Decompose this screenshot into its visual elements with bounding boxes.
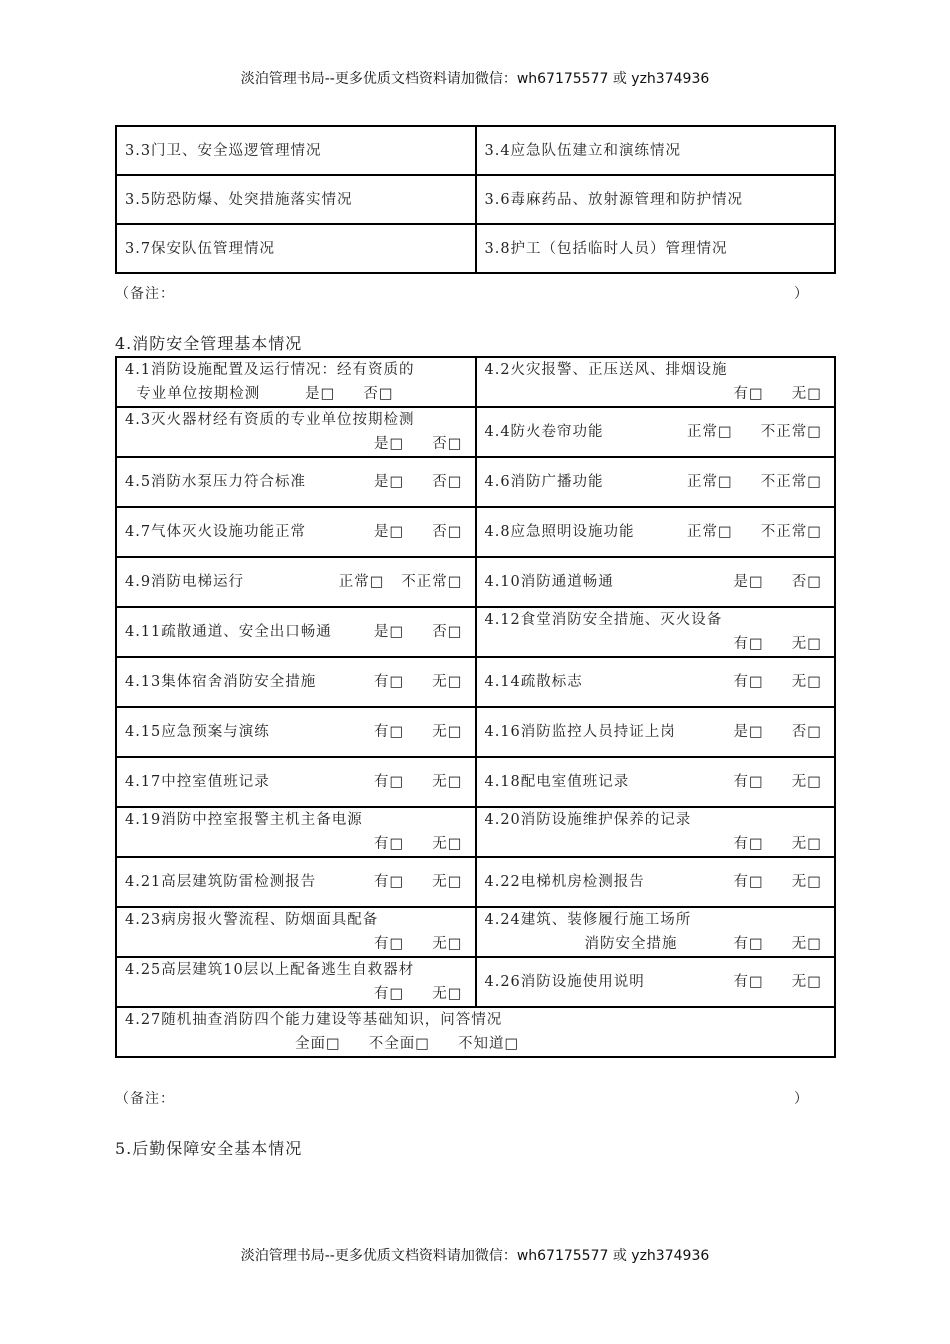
item-label: 4.3灭火器材经有资质的专业单位按期检测: [125, 412, 415, 428]
item-options: 有□ 无□: [733, 874, 822, 890]
item-options: 有□ 无□: [374, 674, 463, 690]
item-options: 是□ 否□: [374, 474, 463, 490]
note-label: （备注：: [115, 1091, 175, 1107]
section4-table: [115, 356, 836, 1058]
table-cell-4-3: [116, 407, 476, 457]
table-row: [116, 757, 835, 807]
item-label: 4.24建筑、装修履行施工场所: [484, 912, 692, 928]
table-cell-4-18: [476, 757, 836, 807]
table-row: [116, 957, 835, 1007]
table-cell: 3.8护工（包括临时人员）管理情况: [476, 224, 836, 273]
note-close: ）: [794, 1091, 809, 1107]
item-label: 4.23病房报火警流程、防烟面具配备: [125, 912, 379, 928]
item-label: 4.4防火卷帘功能: [484, 424, 604, 440]
table-cell: 3.3门卫、安全巡逻管理情况: [116, 126, 476, 175]
item-label: 4.26消防设施使用说明: [484, 974, 645, 990]
table-row: [116, 857, 835, 907]
table-row: [116, 126, 835, 175]
item-options: 有□ 无□: [733, 774, 822, 790]
item-label: 4.17中控室值班记录: [125, 774, 270, 790]
table-cell-4-25: [116, 957, 476, 1007]
table-cell-4-21: [116, 857, 476, 907]
item-options: 有□ 无□: [733, 386, 822, 402]
table-cell: 3.5防恐防爆、处突措施落实情况: [116, 175, 476, 224]
table-row: [116, 807, 835, 857]
item-label: 4.20消防设施维护保养的记录: [484, 812, 692, 828]
item-options: 是□ 否□: [374, 524, 463, 540]
table-cell-4-5: [116, 457, 476, 507]
table-cell-4-27: [116, 1007, 835, 1057]
table-cell-4-17: [116, 757, 476, 807]
table-cell-4-4: [476, 407, 836, 457]
table-cell-4-6: [476, 457, 836, 507]
item-options: 是□ 否□: [733, 574, 822, 590]
table-row: [116, 607, 835, 657]
section5-title: 5.后勤保障安全基本情况: [115, 1139, 303, 1158]
item-options: 有□ 无□: [374, 836, 463, 852]
item-label: 4.25高层建筑10层以上配备逃生自救器材: [125, 962, 415, 978]
item-label: 4.11疏散通道、安全出口畅通: [125, 624, 332, 640]
item-options: 有□ 无□: [733, 974, 822, 990]
table-row: [116, 707, 835, 757]
table-cell-4-11: [116, 607, 476, 657]
item-options: 有□ 无□: [374, 774, 463, 790]
item-label: 4.5消防水泵压力符合标准: [125, 474, 307, 490]
item-label: 4.18配电室值班记录: [484, 774, 630, 790]
table-row: [116, 557, 835, 607]
note-label: （备注：: [115, 286, 175, 302]
item-options: 消防安全措施 有□ 无□: [567, 936, 822, 952]
item-label: 4.1消防设施配置及运行情况：经有资质的: [125, 362, 415, 378]
item-label: 4.13集体宿舍消防安全措施: [125, 674, 317, 690]
item-options: 是□ 否□: [374, 436, 463, 452]
item-label: 4.12食堂消防安全措施、灭火设备: [484, 612, 723, 628]
table-cell-4-26: [476, 957, 836, 1007]
table-row: [116, 407, 835, 457]
item-label: 4.16消防监控人员持证上岗: [484, 724, 676, 740]
table-cell-4-2: [476, 357, 836, 407]
table-row: [116, 907, 835, 957]
table-row: [116, 457, 835, 507]
section4-note: [115, 1088, 815, 1108]
table-cell-4-8: [476, 507, 836, 557]
note-close: ）: [794, 286, 809, 302]
page-footer: 淡泊管理书局--更多优质文档资料请加微信：wh67175577 或 yzh374936: [240, 1248, 710, 1264]
item-label: 4.2火灾报警、正压送风、排烟设施: [484, 362, 728, 378]
item-label: 4.10消防通道畅通: [484, 574, 614, 590]
item-options: 是□ 否□: [374, 624, 463, 640]
item-options: 有□ 无□: [733, 674, 822, 690]
table-cell-4-7: [116, 507, 476, 557]
item-options: 正常□ 不正常□: [687, 424, 822, 440]
table-row: [116, 1007, 835, 1057]
table-cell-4-12: [476, 607, 836, 657]
section3-table: [115, 125, 836, 274]
item-options: 是□ 否□: [733, 724, 822, 740]
table-cell-4-9: [116, 557, 476, 607]
item-label: 4.9消防电梯运行: [125, 574, 245, 590]
table-cell-4-22: [476, 857, 836, 907]
table-cell-4-16: [476, 707, 836, 757]
table-cell-4-1: [116, 357, 476, 407]
table-cell: 3.7保安队伍管理情况: [116, 224, 476, 273]
item-label: 4.22电梯机房检测报告: [484, 874, 645, 890]
item-label: 4.7气体灭火设施功能正常: [125, 524, 307, 540]
item-options: 全面□ 不全面□ 不知道□: [295, 1036, 520, 1052]
item-label: 4.14疏散标志: [484, 674, 583, 690]
item-options: 正常□ 不正常□: [338, 574, 463, 590]
table-row: [116, 357, 835, 407]
item-label: 4.27随机抽查消防四个能力建设等基础知识，问答情况: [125, 1012, 503, 1028]
table-cell-4-19: [116, 807, 476, 857]
item-options: 正常□ 不正常□: [687, 524, 822, 540]
table-row: [116, 507, 835, 557]
table-row: [116, 657, 835, 707]
item-options: 专业单位按期检测 是□ 否□: [125, 386, 394, 402]
section3-note: [115, 283, 815, 303]
table-row: [116, 175, 835, 224]
item-options: 有□ 无□: [374, 986, 463, 1002]
item-label: 4.8应急照明设施功能: [484, 524, 635, 540]
item-options: 正常□ 不正常□: [687, 474, 822, 490]
table-cell-4-13: [116, 657, 476, 707]
item-options: 有□ 无□: [374, 724, 463, 740]
table-cell-4-23: [116, 907, 476, 957]
page-header: 淡泊管理书局--更多优质文档资料请加微信：wh67175577 或 yzh374936: [240, 71, 710, 87]
item-label: 4.19消防中控室报警主机主备电源: [125, 812, 363, 828]
table-cell-4-24: [476, 907, 836, 957]
table-cell-4-15: [116, 707, 476, 757]
item-options: 有□ 无□: [733, 636, 822, 652]
table-cell: 3.6毒麻药品、放射源管理和防护情况: [476, 175, 836, 224]
item-label: 4.21高层建筑防雷检测报告: [125, 874, 317, 890]
table-cell-4-20: [476, 807, 836, 857]
table-cell: 3.4应急队伍建立和演练情况: [476, 126, 836, 175]
item-options: 有□ 无□: [733, 836, 822, 852]
item-options: 有□ 无□: [374, 874, 463, 890]
item-label: 4.15应急预案与演练: [125, 724, 270, 740]
table-row: [116, 224, 835, 273]
table-cell-4-14: [476, 657, 836, 707]
item-options: 有□ 无□: [374, 936, 463, 952]
table-cell-4-10: [476, 557, 836, 607]
item-label: 4.6消防广播功能: [484, 474, 604, 490]
section4-title: 4.消防安全管理基本情况: [115, 334, 303, 353]
